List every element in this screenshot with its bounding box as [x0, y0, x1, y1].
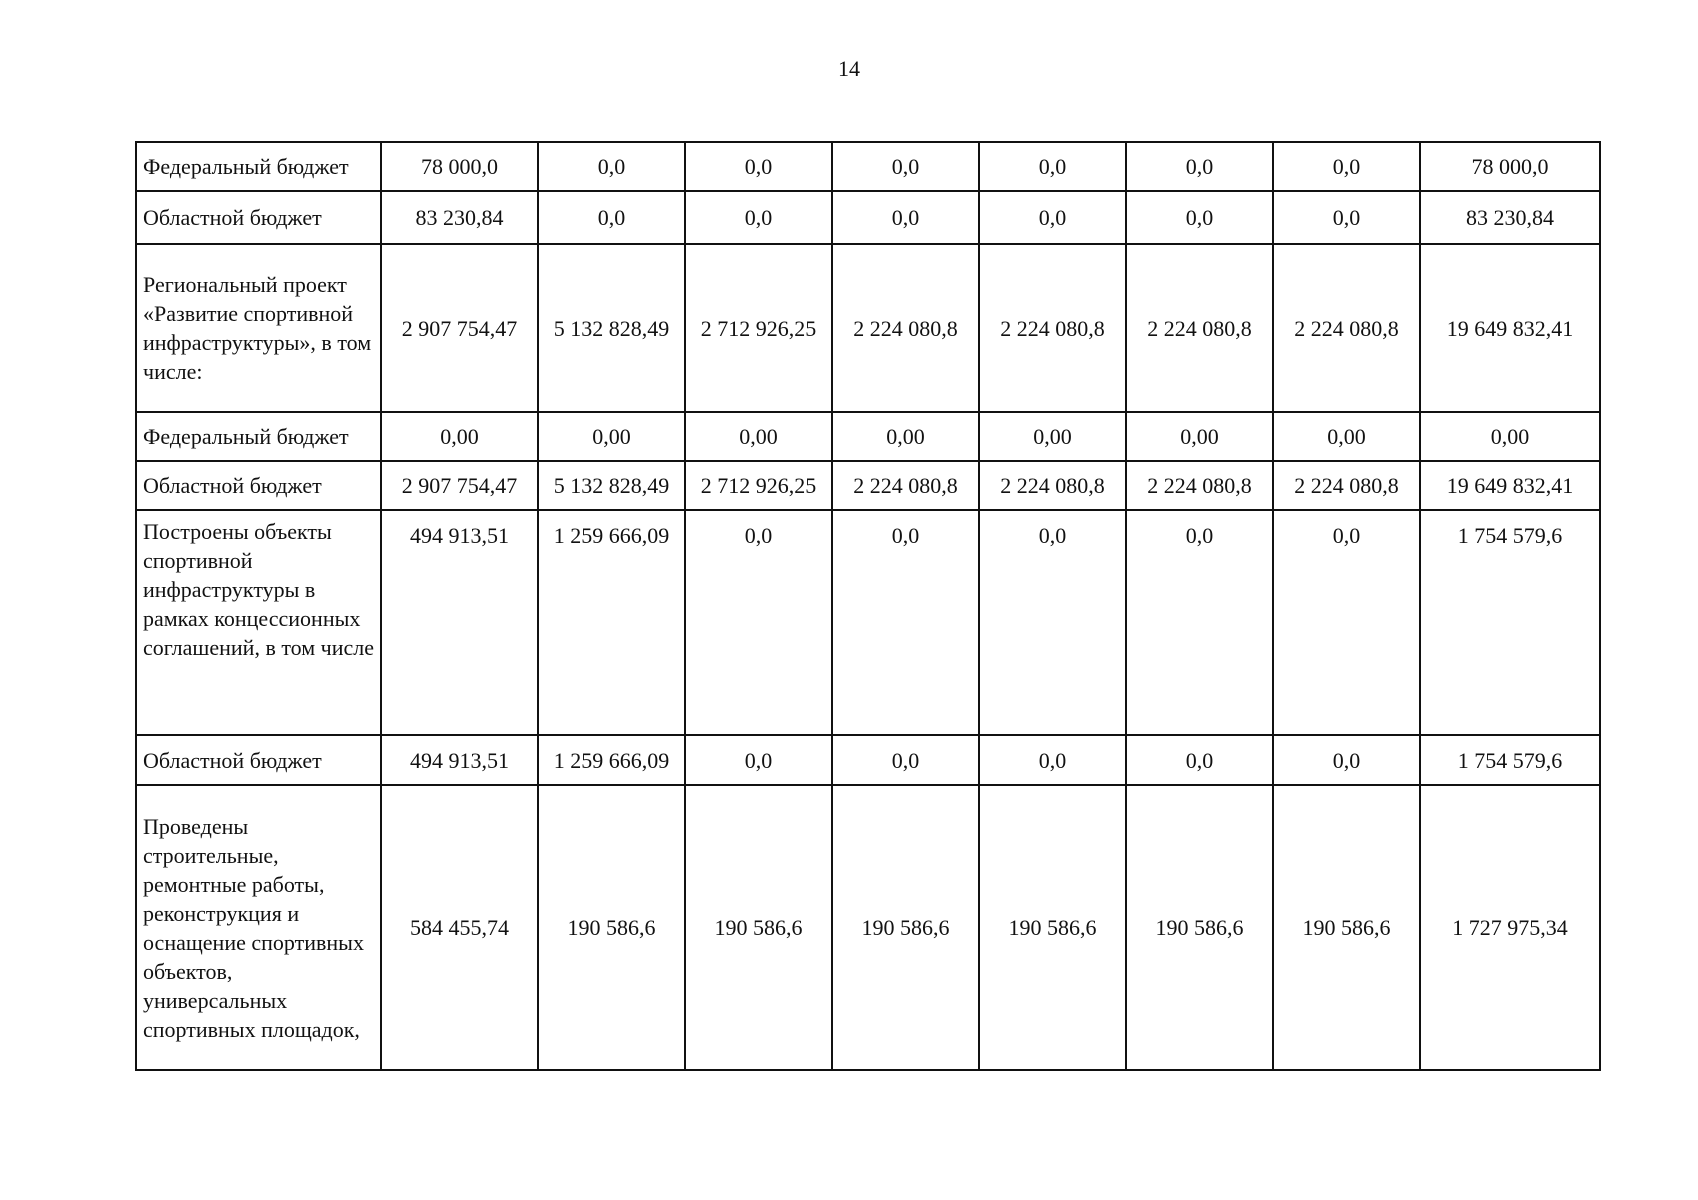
row-label: Региональный проект «Развитие спортивной инфраструктуры», в том числе:: [136, 244, 381, 412]
value-cell: 1 259 666,09: [538, 510, 685, 735]
value-cell: 0,0: [979, 142, 1126, 191]
value-cell: 0,0: [979, 510, 1126, 735]
value-cell: 0,0: [685, 510, 832, 735]
value-cell: 0,00: [538, 412, 685, 461]
value-cell: 190 586,6: [538, 785, 685, 1070]
total-cell: 1 754 579,6: [1420, 510, 1600, 735]
table-row: [136, 785, 1600, 1070]
value-cell: 0,0: [538, 142, 685, 191]
table-row: [136, 735, 1600, 785]
value-cell: 0,00: [1273, 412, 1420, 461]
value-cell: 2 712 926,25: [685, 244, 832, 412]
value-cell: 190 586,6: [832, 785, 979, 1070]
total-cell: 83 230,84: [1420, 191, 1600, 244]
total-cell: 78 000,0: [1420, 142, 1600, 191]
value-cell: 0,0: [1126, 191, 1273, 244]
table-row: [136, 510, 1600, 735]
value-cell: 2 224 080,8: [979, 244, 1126, 412]
value-cell: 190 586,6: [1273, 785, 1420, 1070]
page-number: 14: [838, 56, 860, 81]
value-cell: 2 224 080,8: [979, 461, 1126, 510]
table-row: [136, 461, 1600, 510]
value-cell: 190 586,6: [979, 785, 1126, 1070]
value-cell: 0,0: [1273, 191, 1420, 244]
row-label: Областной бюджет: [136, 461, 381, 510]
value-cell: 0,00: [1126, 412, 1273, 461]
row-label: Проведены строительные, ремонтные работы, реконструкция и оснащение спортивных объектов, универсальных спортивных площадок,: [136, 785, 381, 1070]
value-cell: 0,0: [1273, 735, 1420, 785]
value-cell: 0,0: [1273, 142, 1420, 191]
value-cell: 5 132 828,49: [538, 244, 685, 412]
value-cell: 2 712 926,25: [685, 461, 832, 510]
value-cell: 2 907 754,47: [381, 461, 538, 510]
value-cell: 78 000,0: [381, 142, 538, 191]
row-label: Областной бюджет: [136, 191, 381, 244]
value-cell: 0,00: [685, 412, 832, 461]
total-cell: 19 649 832,41: [1420, 461, 1600, 510]
value-cell: 2 907 754,47: [381, 244, 538, 412]
row-label: Построены объекты спортивной инфраструктуры в рамках концессионных соглашений, в том числе: [136, 510, 381, 735]
value-cell: 0,0: [979, 191, 1126, 244]
value-cell: 0,0: [685, 191, 832, 244]
total-cell: 1 727 975,34: [1420, 785, 1600, 1070]
value-cell: 584 455,74: [381, 785, 538, 1070]
value-cell: 0,0: [832, 735, 979, 785]
table-row: [136, 142, 1600, 191]
value-cell: 0,0: [685, 735, 832, 785]
value-cell: 190 586,6: [1126, 785, 1273, 1070]
budget-table: [135, 141, 1601, 1071]
value-cell: 0,00: [381, 412, 538, 461]
value-cell: 0,0: [1126, 142, 1273, 191]
value-cell: 0,0: [832, 191, 979, 244]
table-row: [136, 191, 1600, 244]
value-cell: 0,0: [832, 142, 979, 191]
value-cell: 2 224 080,8: [832, 461, 979, 510]
value-cell: 0,0: [979, 735, 1126, 785]
total-cell: 0,00: [1420, 412, 1600, 461]
value-cell: 5 132 828,49: [538, 461, 685, 510]
value-cell: 0,00: [979, 412, 1126, 461]
value-cell: 494 913,51: [381, 735, 538, 785]
value-cell: 1 259 666,09: [538, 735, 685, 785]
value-cell: 0,0: [685, 142, 832, 191]
value-cell: 190 586,6: [685, 785, 832, 1070]
value-cell: 0,0: [832, 510, 979, 735]
value-cell: 2 224 080,8: [1126, 461, 1273, 510]
total-cell: 1 754 579,6: [1420, 735, 1600, 785]
value-cell: 2 224 080,8: [1273, 461, 1420, 510]
table-row: [136, 244, 1600, 412]
row-label: Областной бюджет: [136, 735, 381, 785]
value-cell: 0,00: [832, 412, 979, 461]
row-label: Федеральный бюджет: [136, 142, 381, 191]
value-cell: 2 224 080,8: [1126, 244, 1273, 412]
value-cell: 0,0: [1126, 735, 1273, 785]
table-row: [136, 412, 1600, 461]
value-cell: 83 230,84: [381, 191, 538, 244]
value-cell: 0,0: [538, 191, 685, 244]
row-label: Федеральный бюджет: [136, 412, 381, 461]
value-cell: 2 224 080,8: [832, 244, 979, 412]
value-cell: 2 224 080,8: [1273, 244, 1420, 412]
value-cell: 494 913,51: [381, 510, 538, 735]
value-cell: 0,0: [1273, 510, 1420, 735]
value-cell: 0,0: [1126, 510, 1273, 735]
total-cell: 19 649 832,41: [1420, 244, 1600, 412]
